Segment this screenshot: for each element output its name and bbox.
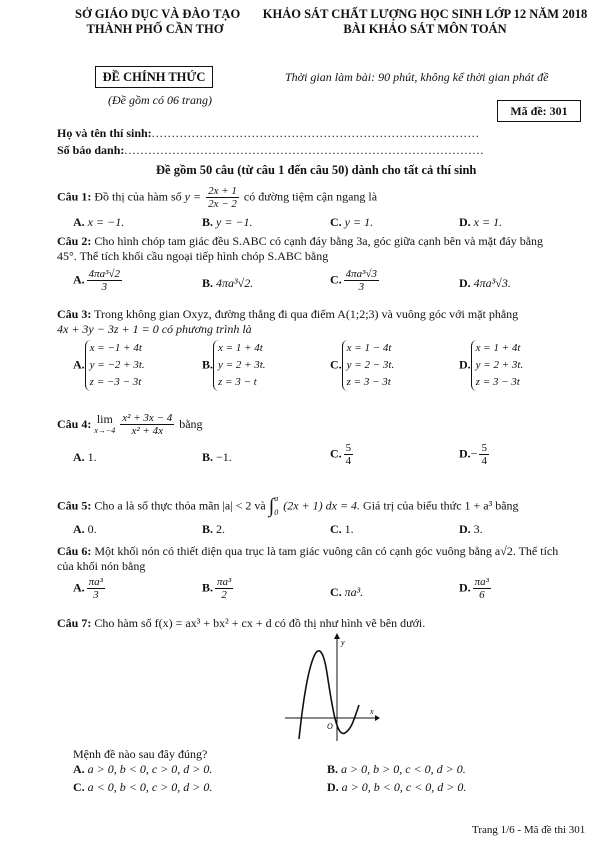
q3-d-2: y = 2 + 3t.: [475, 359, 524, 371]
q5-a-key: A.: [73, 522, 85, 536]
student-name-label: Họ và tên thí sinh:: [57, 126, 152, 140]
q2-option-b[interactable]: [202, 276, 253, 291]
q4-d-den: 4: [481, 455, 487, 467]
q7-option-c[interactable]: [73, 780, 212, 795]
exam-subject: BÀI KHẢO SÁT MÔN TOÁN: [343, 22, 507, 36]
q1-option-d[interactable]: [459, 215, 502, 230]
q7-option-b[interactable]: [327, 762, 466, 777]
q4-option-d[interactable]: [459, 442, 491, 467]
q3-option-a[interactable]: [73, 340, 145, 391]
axis-x-label: x: [370, 707, 374, 716]
q3-c-2: y = 2 − 3t.: [346, 359, 395, 371]
q6-d-num: πa³: [474, 576, 489, 588]
q4-lim-sub: x→−4: [94, 425, 116, 435]
q4-d-num: 5: [481, 442, 487, 454]
q7-c-key: C.: [73, 780, 85, 794]
question-7-label: Câu 7:: [57, 616, 92, 630]
question-7-prompt: Mệnh đề nào sau đây đúng?: [73, 747, 208, 761]
q5-option-b[interactable]: [202, 522, 225, 537]
question-1-label: Câu 1:: [57, 189, 92, 204]
q4-c-den: 4: [345, 455, 352, 467]
student-id-line: [57, 143, 484, 158]
question-6-text-1: Một khối nón có thiết diện qua trục là tam giác vuông cân có cạnh góc vuông bằng a√2. Thể tích: [94, 544, 559, 558]
q6-option-b[interactable]: [202, 576, 235, 601]
exam-code-badge: Mã đề: 301: [497, 100, 581, 122]
q4-d-key: D.: [459, 446, 471, 461]
origin-label: O: [327, 722, 333, 731]
q3-b-system: [213, 340, 266, 391]
q3-a-1: x = −1 + 4t: [89, 342, 142, 354]
q1-option-b[interactable]: [202, 215, 253, 230]
q3-d-key: D.: [459, 357, 471, 372]
q7-a-key: A.: [73, 762, 85, 776]
q6-option-d[interactable]: [459, 576, 493, 601]
page-footer: Trang 1/6 - Mã đề thi 301: [472, 824, 586, 836]
axis-y-label: y: [341, 638, 345, 647]
q3-c-key: C.: [330, 357, 342, 372]
q3-a-system: [85, 340, 145, 391]
q2-d-key: D.: [459, 276, 471, 290]
q1-d-val: x = 1.: [473, 215, 503, 229]
q7-b-key: B.: [327, 762, 339, 776]
student-name-dots: ..................................................................................: [151, 126, 480, 140]
q3-option-d[interactable]: [459, 340, 523, 391]
q5-bounds: [274, 492, 278, 520]
q3-b-key: B.: [202, 357, 214, 372]
pages-note: (Đề gồm có 06 trang): [108, 93, 212, 107]
q2-a-key: A.: [73, 272, 85, 287]
q2-c-num: 4πa³√3: [345, 268, 378, 280]
q4-limit: [94, 411, 116, 436]
q3-c-3: z = 3 − 3t: [346, 376, 391, 388]
q5-integrand: (2x + 1) dx = 4.: [283, 498, 361, 513]
department-header: [75, 7, 241, 37]
q1-b-key: B.: [202, 215, 214, 229]
q1-den: 2x − 2: [208, 198, 237, 210]
q6-a-num: πa³: [88, 576, 103, 588]
q2-c-den: 3: [358, 281, 365, 293]
question-1-text-b: có đường tiệm cận ngang là: [243, 189, 378, 204]
q4-d-frac: [479, 442, 489, 467]
q6-d-key: D.: [459, 580, 471, 595]
q2-c-key: C.: [330, 272, 342, 287]
question-2-line-1: [57, 234, 543, 249]
q4-a-key: A.: [73, 450, 85, 464]
q1-a-val: x = −1.: [87, 215, 125, 229]
y-axis-arrow-icon: [334, 633, 340, 639]
q5-option-d[interactable]: [459, 522, 483, 537]
q5-integral: [269, 492, 280, 520]
question-3-label: Câu 3:: [57, 307, 92, 321]
exam-title: KHẢO SÁT CHẤT LƯỢNG HỌC SINH LỚP 12 NĂM 2018: [262, 7, 588, 21]
time-note: Thời gian làm bài: 90 phút, không kể thời gian phát đề: [285, 70, 549, 84]
q7-b-val: a > 0, b > 0, c < 0, d > 0.: [341, 762, 466, 776]
q3-c-system: [342, 340, 395, 391]
q2-a-den: 3: [101, 281, 108, 293]
q5-text-b: Giá trị của biểu thức 1 + a³ bằng: [363, 498, 519, 513]
question-6-line-2: của khối nón bằng: [57, 559, 146, 573]
q4-text: bằng: [179, 417, 203, 431]
q7-a-val: a > 0, b < 0, c > 0, d > 0.: [87, 762, 213, 776]
question-2-line-2: 45°. Thể tích khối cầu ngoại tiếp hình chóp S.ABC bằng: [57, 249, 329, 263]
q2-option-c[interactable]: [330, 268, 381, 293]
q4-c-key: C.: [330, 446, 342, 461]
student-id-label: Số báo danh:: [57, 143, 125, 157]
q2-option-d[interactable]: [459, 276, 511, 291]
department-line-1: SỞ GIÁO DỤC VÀ ĐÀO TẠO: [75, 7, 241, 21]
q7-d-key: D.: [327, 780, 339, 794]
q3-option-c[interactable]: [330, 340, 394, 391]
question-3-line-1: [57, 307, 518, 322]
cubic-graph-figure: [285, 633, 380, 743]
q5-int-top: a: [274, 494, 279, 503]
q1-option-a[interactable]: [73, 215, 124, 230]
q2-option-a[interactable]: [73, 268, 124, 293]
q5-option-c[interactable]: [330, 522, 354, 537]
q3-a-key: A.: [73, 357, 85, 372]
q2-d-val: 4πa³√3.: [473, 276, 511, 290]
department-line-2: THÀNH PHỐ CẦN THƠ: [86, 22, 224, 36]
q6-b-num: πa³: [217, 576, 232, 588]
question-3-line-2: 4x + 3y − 3z + 1 = 0 có phương trình là: [57, 322, 252, 336]
question-1: [57, 185, 377, 210]
q3-b-1: x = 1 + 4t: [218, 342, 263, 354]
question-2-text-1: Cho hình chóp tam giác đều S.ABC có cạnh đáy bằng 3a, góc giữa cạnh bên và mặt đáy bằng: [94, 234, 544, 248]
question-1-text-a: Đồ thị của hàm số: [94, 189, 182, 204]
q3-d-system: [471, 340, 524, 391]
q6-b-key: B.: [202, 580, 214, 595]
q6-b-den: 2: [221, 589, 227, 601]
q1-d-key: D.: [459, 215, 471, 229]
q4-b-val: −1.: [216, 450, 232, 464]
q3-d-1: x = 1 + 4t: [475, 342, 521, 354]
exam-header: [255, 7, 595, 37]
q4-option-b[interactable]: [202, 450, 232, 465]
q6-d-frac: [473, 576, 491, 601]
q6-option-a[interactable]: [73, 576, 107, 601]
q1-c-val: y = 1.: [344, 215, 374, 229]
q1-num: 2x + 1: [208, 185, 237, 197]
q4-den: x² + 4x: [131, 425, 163, 437]
question-7: [57, 616, 425, 631]
q4-c-num: 5: [345, 442, 352, 454]
q4-a-val: 1.: [87, 450, 97, 464]
q4-lim: lim: [96, 411, 113, 426]
q7-option-a[interactable]: [73, 762, 212, 777]
question-1-y: y =: [184, 189, 202, 204]
question-4-label: Câu 4:: [57, 417, 92, 431]
student-id-dots: ..........................................................................................: [124, 143, 485, 157]
q5-d-key: D.: [459, 522, 471, 536]
q5-c-key: C.: [330, 522, 342, 536]
q2-b-key: B.: [202, 276, 214, 290]
q4-option-c[interactable]: [330, 442, 355, 467]
q4-c-frac: [344, 442, 354, 467]
question-3-text-1: Trong không gian Oxyz, đường thẳng đi qua điểm A(1;2;3) và vuông góc với mặt phẳng: [94, 307, 519, 321]
q5-c-val: 1.: [344, 522, 354, 536]
q7-c-val: a < 0, b < 0, c > 0, d > 0.: [87, 780, 213, 794]
q6-a-frac: [87, 576, 105, 601]
question-2-label: Câu 2:: [57, 234, 92, 248]
q6-option-c[interactable]: [330, 585, 363, 600]
q4-b-key: B.: [202, 450, 214, 464]
q6-d-den: 6: [479, 589, 485, 601]
q2-b-val: 4πa³√2.: [216, 276, 254, 290]
q5-a-val: 0.: [87, 522, 97, 536]
q3-d-3: z = 3 − 3t: [475, 376, 520, 388]
question-6-label: Câu 6:: [57, 544, 92, 558]
q6-c-val: πa³.: [344, 585, 364, 599]
q1-b-val: y = −1.: [216, 215, 253, 229]
question-7-text: Cho hàm số f(x) = ax³ + bx² + cx + d có đồ thị như hình vẽ bên dưới.: [94, 616, 426, 630]
q2-a-num: 4πa³√2: [88, 268, 121, 280]
question-5-label: Câu 5:: [57, 498, 92, 513]
q1-option-c[interactable]: [330, 215, 373, 230]
official-badge: ĐỀ CHÍNH THỨC: [95, 66, 213, 88]
q6-b-frac: [215, 576, 233, 601]
q2-c-frac: [344, 268, 379, 293]
x-axis-arrow-icon: [375, 715, 380, 721]
q4-d-minus: −: [470, 446, 478, 461]
q3-a-3: z = −3 − 3t: [89, 376, 142, 388]
q6-a-key: A.: [73, 580, 85, 595]
q4-fraction: [120, 412, 174, 437]
integral-sign-icon: ∫: [268, 495, 275, 517]
student-name-line: [57, 126, 480, 141]
q2-a-frac: [87, 268, 122, 293]
q7-option-d[interactable]: [327, 780, 466, 795]
q5-d-val: 3.: [473, 522, 483, 536]
q3-b-2: y = 2 + 3t.: [218, 359, 266, 371]
q5-text-a: Cho a là số thực thỏa mãn |a| < 2 và: [94, 498, 266, 513]
q6-a-den: 3: [93, 589, 99, 601]
q1-c-key: C.: [330, 215, 342, 229]
q7-d-val: a > 0, b < 0, c < 0, d > 0.: [341, 780, 467, 794]
q3-option-b[interactable]: [202, 340, 266, 391]
q5-option-a[interactable]: [73, 522, 97, 537]
q4-num: x² + 3x − 4: [122, 412, 173, 424]
question-1-fraction: [206, 185, 239, 210]
q5-int-bot: 0: [274, 508, 279, 517]
q6-c-key: C.: [330, 585, 342, 599]
q5-b-val: 2.: [216, 522, 226, 536]
q3-a-2: y = −2 + 3t.: [89, 359, 145, 371]
q3-c-1: x = 1 − 4t: [346, 342, 392, 354]
question-4: [57, 412, 203, 437]
q5-b-key: B.: [202, 522, 214, 536]
question-6-line-1: [57, 544, 558, 559]
q3-b-3: z = 3 − t: [218, 376, 257, 388]
q4-option-a[interactable]: [73, 450, 97, 465]
exam-intro: Đề gồm 50 câu (từ câu 1 đến câu 50) dành cho tất cả thí sinh: [156, 163, 477, 177]
q1-a-key: A.: [73, 215, 85, 229]
question-5: [57, 492, 519, 520]
